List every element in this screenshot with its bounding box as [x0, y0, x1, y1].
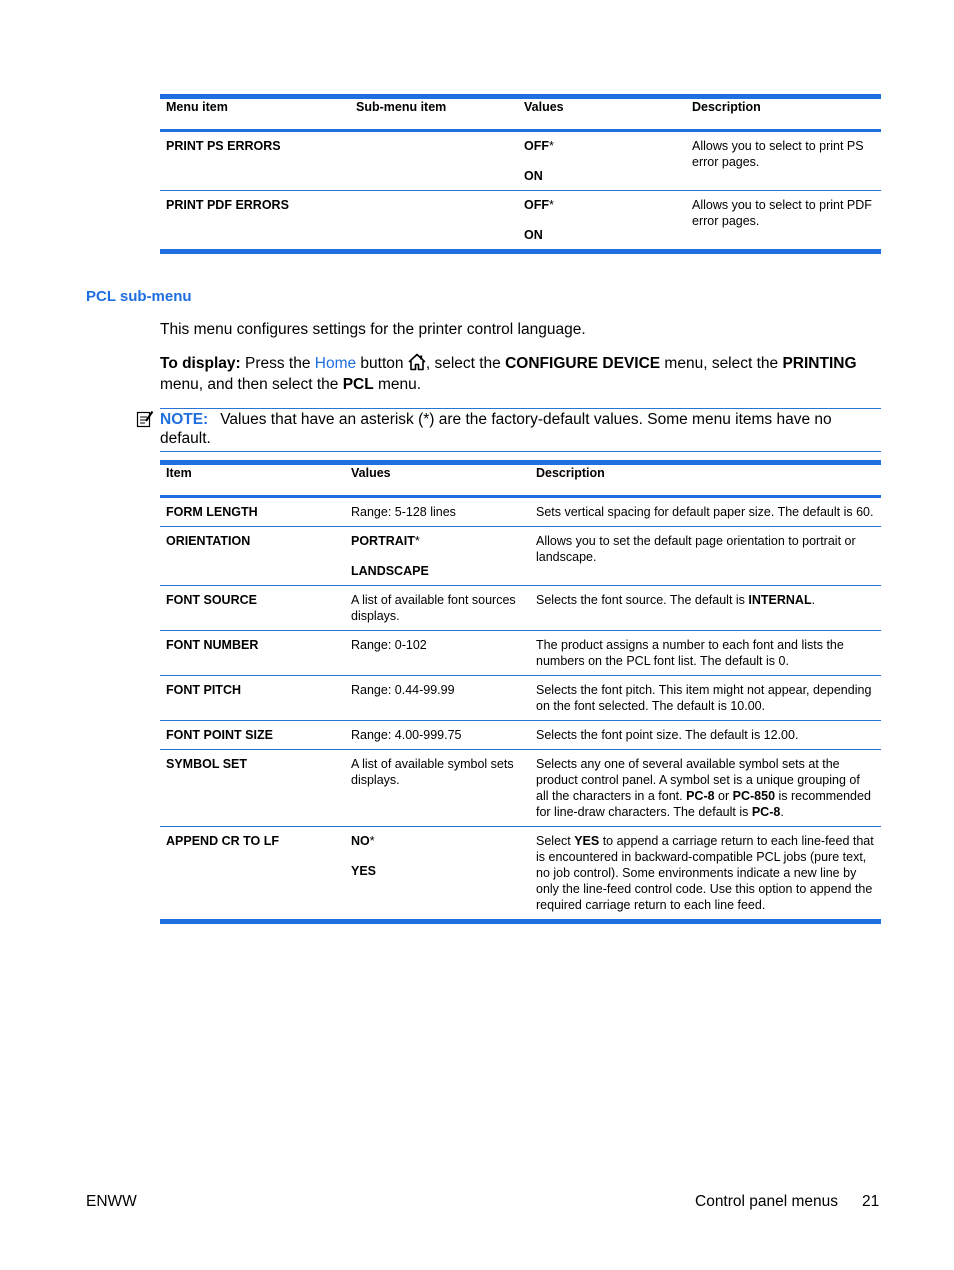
description-bold: PC-8 [751, 805, 781, 819]
sub-menu-cell [350, 191, 518, 252]
description-text: . [811, 593, 816, 607]
description-cell: Selects the font point size. The default is 12.00. [530, 721, 881, 750]
instruction-text: menu. [373, 376, 422, 393]
description-cell: Allows you to set the default page orientation to portrait or landscape. [530, 527, 881, 586]
column-header: Description [686, 97, 881, 131]
values-cell [345, 527, 530, 586]
item-cell: ORIENTATION [160, 527, 345, 586]
item-cell: FONT PITCH [160, 676, 345, 721]
section-heading: PCL sub-menu [86, 288, 192, 305]
item-cell: FORM LENGTH [160, 497, 345, 527]
note-box [160, 408, 881, 452]
sub-menu-cell [350, 131, 518, 191]
table-header-row [160, 97, 881, 131]
column-header: Values [518, 97, 686, 131]
table-row [160, 131, 881, 191]
description-cell [530, 827, 881, 922]
pcl-submenu-table [160, 460, 881, 924]
default-marker: * [549, 139, 554, 153]
values-cell [345, 827, 530, 922]
table-row [160, 586, 881, 631]
menu-item-cell: PRINT PS ERRORS [160, 131, 350, 191]
table-row [160, 527, 881, 586]
instruction-text: , select the [425, 355, 506, 372]
table-header-row [160, 463, 881, 497]
values-cell [518, 131, 686, 191]
table-row [160, 497, 881, 527]
values-cell: Range: 5-128 lines [345, 497, 530, 527]
menu-item-cell: PRINT PDF ERRORS [160, 191, 350, 252]
value-option: ON [524, 228, 543, 242]
menu-name: CONFIGURE DEVICE [505, 355, 661, 372]
footer-section-title: Control panel menus [695, 1193, 839, 1210]
column-header: Menu item [160, 97, 350, 131]
item-cell: FONT NUMBER [160, 631, 345, 676]
note-label: NOTE: [160, 411, 209, 428]
footer-left: ENWW [86, 1193, 137, 1210]
values-cell: Range: 0.44-99.99 [345, 676, 530, 721]
description-text: or [714, 789, 733, 803]
values-cell [518, 191, 686, 252]
item-cell: FONT SOURCE [160, 586, 345, 631]
description-text: Selects any one of several available symbol sets at the product control panel. A symbol set is a unique grouping of all the characters in a font. [536, 757, 860, 803]
description-cell [530, 750, 881, 827]
value-option: YES [351, 864, 377, 878]
display-instructions [160, 353, 890, 395]
table-row [160, 676, 881, 721]
description-text: Select [536, 834, 575, 848]
column-header: Values [345, 463, 530, 497]
values-cell: Range: 0-102 [345, 631, 530, 676]
values-cell: Range: 4.00-999.75 [345, 721, 530, 750]
intro-paragraph: This menu configures settings for the printer control language. [160, 321, 586, 338]
description-bold: PC-850 [732, 789, 776, 803]
value-option: OFF [524, 198, 549, 212]
description-cell: Allows you to select to print PDF error pages. [686, 191, 881, 252]
table-row [160, 827, 881, 922]
description-text: Selects the font source. The default is [536, 593, 749, 607]
home-icon [408, 353, 426, 371]
table-row [160, 721, 881, 750]
default-marker: * [414, 534, 420, 548]
item-cell: APPEND CR TO LF [160, 827, 345, 922]
table-row [160, 191, 881, 252]
value-option: PORTRAIT [351, 534, 415, 548]
description-cell: Allows you to select to print PS error pages. [686, 131, 881, 191]
description-cell: The product assigns a number to each font and lists the numbers on the PCL font list. The default is 0. [530, 631, 881, 676]
description-cell: Sets vertical spacing for default paper size. The default is 60. [530, 497, 881, 527]
value-option: OFF [524, 139, 549, 153]
print-errors-table [160, 94, 881, 254]
note-text: Values that have an asterisk (*) are the factory-default values. Some menu items have no default. [160, 411, 832, 447]
value-option: LANDSCAPE [351, 564, 429, 578]
instruction-text: Press the [240, 355, 315, 372]
instruction-text: menu, select the [660, 355, 783, 372]
column-header: Item [160, 463, 345, 497]
description-text: is recommended for line-draw characters. The default is [536, 789, 871, 819]
menu-name: PCL [342, 376, 374, 393]
description-bold: PC-8 [686, 789, 715, 803]
values-cell: A list of available font sources displays. [345, 586, 530, 631]
table-row [160, 631, 881, 676]
value-option: ON [524, 169, 543, 183]
instruction-text: button [356, 355, 408, 372]
menu-name: PRINTING [782, 355, 857, 372]
item-cell: SYMBOL SET [160, 750, 345, 827]
default-marker: * [549, 198, 554, 212]
table-row [160, 750, 881, 827]
column-header: Description [530, 463, 881, 497]
description-cell [530, 586, 881, 631]
display-label: To display: [160, 355, 241, 372]
description-text: to append a carriage return to each line-feed that is encountered in backward-compatible PCL jobs (pure text, no job control). Some environments indicate a new line by only the line-feed control code. Use this option to append the required carriage return to each line feed. [536, 834, 874, 912]
description-bold: YES [574, 834, 600, 848]
instruction-text: menu, and then select the [160, 376, 343, 393]
description-text: . [780, 805, 784, 819]
value-option: NO [351, 834, 370, 848]
description-cell: Selects the font pitch. This item might not appear, depending on the font selected. The default is 10.00. [530, 676, 881, 721]
page-number: 21 [862, 1193, 880, 1210]
note-icon [136, 410, 154, 428]
default-marker: * [369, 834, 375, 848]
home-link[interactable]: Home [314, 355, 357, 372]
item-cell: FONT POINT SIZE [160, 721, 345, 750]
values-cell: A list of available symbol sets displays. [345, 750, 530, 827]
column-header: Sub-menu item [350, 97, 518, 131]
description-bold: INTERNAL [748, 593, 812, 607]
